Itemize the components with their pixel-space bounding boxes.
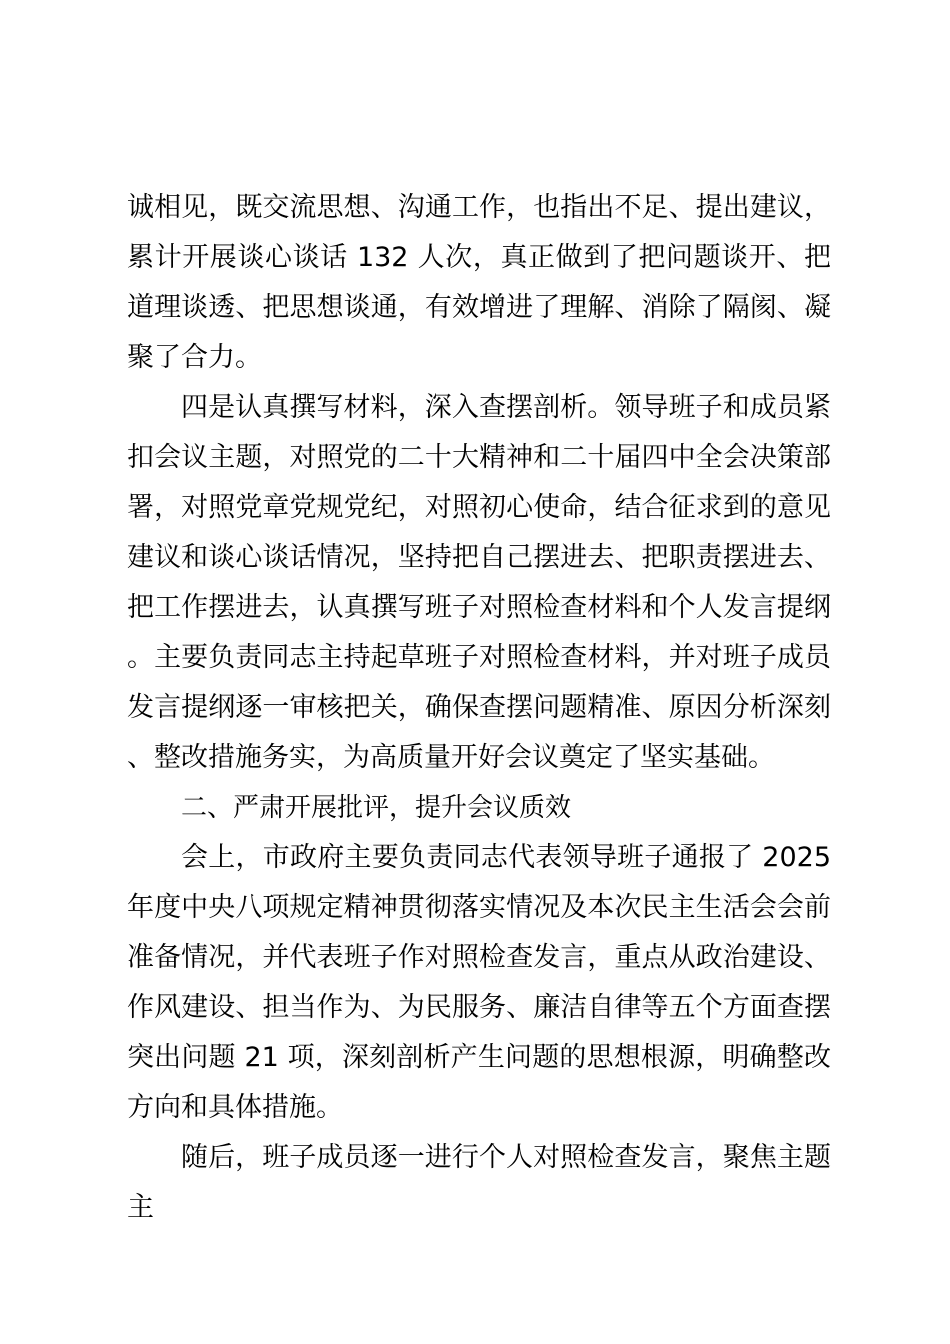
- paragraph-talks-summary: 诚相见，既交流思想、沟通工作，也指出不足、提出建议，累计开展谈心谈话 132 人次，真正做到了把问题谈开、把道理谈透、把思想谈通，有效增进了理解、消除了隔阂、凝聚了合力。: [127, 192, 831, 373]
- paragraph-meeting-report: 会上，市政府主要负责同志代表领导班子通报了 2025 年度中央八项规定精神贯彻落实情况及本次民主生活会会前准备情况，并代表班子作对照检查发言，重点从政治建设、作风建设、担当作为、为民服务、廉洁自律等五个方面查摆突出问题 21 项，深刻剖析产生问题的思想根源，明确整改方向和具体措施。: [127, 842, 831, 1123]
- paragraph-writing-materials: 四是认真撰写材料，深入查摆剖析。领导班子和成员紧扣会议主题，对照党的二十大精神和二十届四中全会决策部署，对照党章党规党纪，对照初心使命，结合征求到的意见建议和谈心谈话情况，坚持把自己摆进去、把职责摆进去、把工作摆进去，认真撰写班子对照检查材料和个人发言提纲。主要负责同志主持起草班子对照检查材料，并对班子成员发言提纲逐一审核把关，确保查摆问题精准、原因分析深刻、整改措施务实，为高质量开好会议奠定了坚实基础。: [127, 392, 831, 773]
- paragraph-member-speeches: 随后，班子成员逐一进行个人对照检查发言，聚焦主题主: [127, 1142, 831, 1223]
- section-heading-criticism: 二、严肃开展批评，提升会议质效: [181, 793, 572, 823]
- document-page: [127, 183, 831, 1233]
